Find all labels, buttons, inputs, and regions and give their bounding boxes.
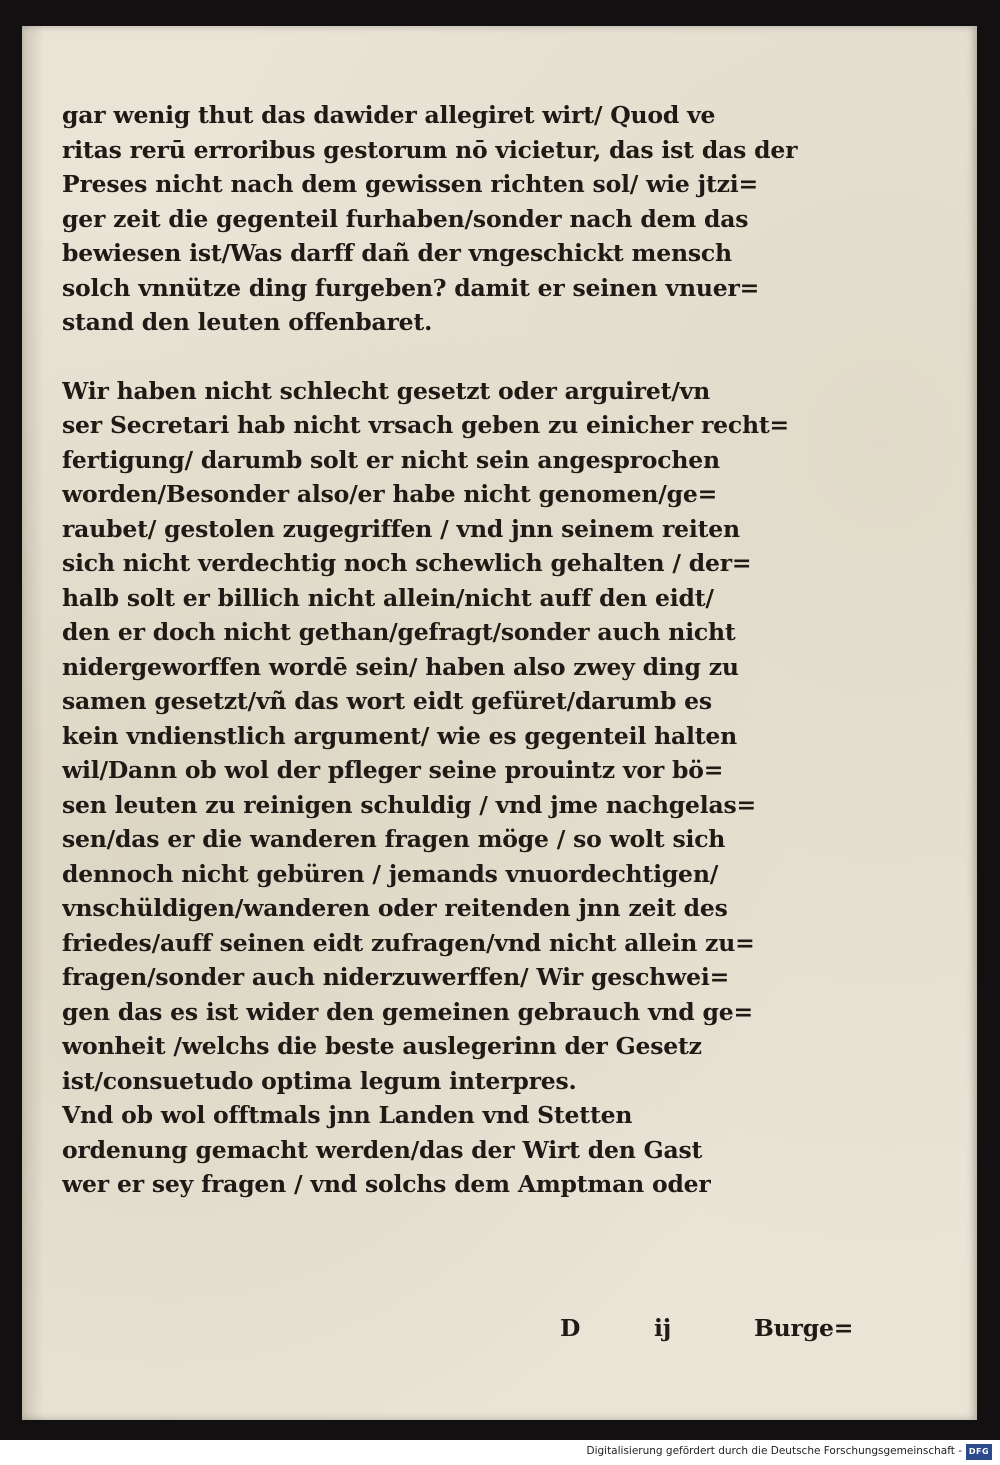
paragraph-2 <box>62 374 862 1099</box>
text-line: ordenung gemacht werden/das der Wirt den Gast <box>62 1135 703 1164</box>
text-line: Vnd ob wol offtmals jnn Landen vnd Stetten <box>62 1101 633 1129</box>
text-line: wer er sey fragen / vnd solchs dem Amptman oder <box>62 1170 711 1198</box>
text-line: worden/Besonder also/er habe nicht genomen/ge= <box>62 480 718 508</box>
text-line: Preses nicht nach dem gewissen richten sol/ wie jtzi= <box>62 170 758 198</box>
text-line: bewiesen ist/Was darff dañ der vngeschickt mensch <box>62 239 732 267</box>
text-line: wonheit /welchs die beste auslegerinn der Gesetz <box>62 1032 702 1060</box>
text-line: ist/consuetudo optima legum interpres. <box>62 1066 577 1095</box>
text-line: ger zeit die gegenteil furhaben/sonder nach dem das <box>62 204 749 233</box>
text-line: solch vnnütze ding furgeben? damit er seinen vnuer= <box>62 273 760 302</box>
text-line: stand den leuten offenbaret. <box>62 308 433 336</box>
catchword: Burge= <box>754 1314 854 1342</box>
text-line: ser Secretari hab nicht vrsach geben zu einicher recht= <box>62 411 790 439</box>
paragraph-3 <box>62 1098 862 1202</box>
footer-bar <box>0 1440 1000 1465</box>
dfg-logo-icon: DFG <box>966 1444 992 1460</box>
text-line: raubet/ gestolen zugegriffen / vnd jnn seinem reiten <box>62 514 740 543</box>
text-line: wil/Dann ob wol der pfleger seine prouintz vor bö= <box>62 756 724 784</box>
text-line: vnschüldigen/wanderen oder reitenden jnn zeit des <box>62 894 728 922</box>
text-line: den er doch nicht gethan/gefragt/sonder auch nicht <box>62 618 736 646</box>
signature-mark: D <box>560 1314 581 1342</box>
text-line: fertigung/ darumb solt er nicht sein angesprochen <box>62 445 720 474</box>
page-text <box>62 98 862 1342</box>
text-line: kein vndienstlich argument/ wie es gegenteil halten <box>62 721 738 750</box>
text-line: sen leuten zu reinigen schuldig / vnd jme nachgelas= <box>62 790 757 819</box>
text-line: halb solt er billich nicht allein/nicht auff den eidt/ <box>62 583 714 612</box>
signature-line <box>62 1308 862 1348</box>
text-line: samen gesetzt/vñ das wort eidt gefüret/darumb es <box>62 687 712 715</box>
signature-number: ij <box>654 1314 672 1342</box>
text-line: sich nicht verdechtig noch schewlich gehalten / der= <box>62 549 752 577</box>
text-line: gen das es ist wider den gemeinen gebrauch vnd ge= <box>62 997 753 1026</box>
paragraph-spacer <box>62 340 862 374</box>
funding-credit: Digitalisierung gefördert durch die Deutsche Forschungsgemeinschaft - <box>586 1445 962 1457</box>
text-line: dennoch nicht gebüren / jemands vnuordechtigen/ <box>62 859 719 888</box>
text-line: fragen/sonder auch niderzuwerffen/ Wir geschwei= <box>62 963 730 991</box>
text-line: sen/das er die wanderen fragen möge / so wolt sich <box>62 825 726 853</box>
text-line: friedes/auff seinen eidt zufragen/vnd nicht allein zu= <box>62 928 755 957</box>
text-line: nidergeworffen wordē sein/ haben also zwey ding zu <box>62 652 739 681</box>
text-line: gar wenig thut das dawider allegiret wirt/ Quod ve <box>62 101 716 129</box>
text-line: Wir haben nicht schlecht gesetzt oder arguiret/vn <box>62 376 710 405</box>
book-page <box>22 26 977 1420</box>
text-line: ritas rerū erroribus gestorum nō vicietur, das ist das der <box>62 135 798 164</box>
paragraph-1 <box>62 98 862 340</box>
